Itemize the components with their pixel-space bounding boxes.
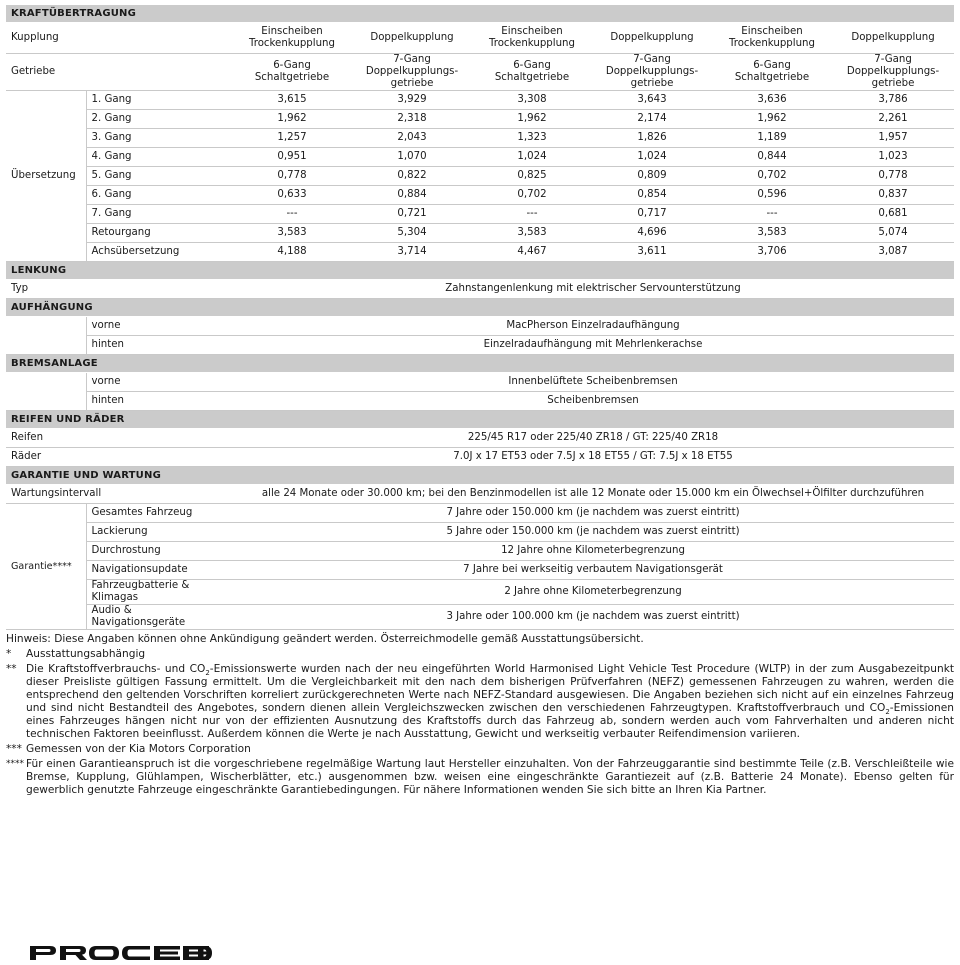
cell: 0,633 (232, 186, 352, 205)
cell: Einscheiben Trockenkupplung (232, 23, 352, 54)
row-label: Getriebe (6, 54, 232, 91)
section-aufhaengung (6, 299, 954, 317)
cell: 1,024 (472, 148, 592, 167)
row-label: Reifen (6, 429, 232, 448)
group-label-garantie: Garantie**** (6, 504, 86, 630)
row-label: Kupplung (6, 23, 232, 54)
row-aufhaengung-vorne (6, 317, 954, 336)
cell: 2,174 (592, 110, 712, 129)
row-label: Audio & Navigationsgeräte (86, 605, 232, 630)
cell: Innenbelüftete Scheibenbremsen (232, 373, 954, 392)
cell: 0,951 (232, 148, 352, 167)
cell: 3,929 (352, 91, 472, 110)
footnote-text-part: -Emissionswerte wurden nach der neu eingeführten World Harmonised Light Vehicle Test Procedure (WLTP) in der zum Ausgabezeitpunkt dieser Preisliste gültigen Fassung ermittelt. Um die Vergleichbarkeit mit den nach dem bisherigen Prüfverfahren (NEFZ) gemessenen Fahrzeugen zu wahren, werden die entsprechend den geltenden Vorschriften korreliert zurückgerechneten Werte nach NEFZ-Standard ausgewiesen. Die Angaben beziehen sich nicht auf ein einzelnes Fahrzeug und sind nicht Bestandteil des Angebotes, sondern dienen allein Vergleichszwecken zwischen den verschiedenen Fahrzeugtypen. Kraftstoffverbrauch und CO (26, 663, 954, 714)
row-gang-1 (6, 91, 954, 110)
row-garantie-gesamt (6, 504, 954, 523)
cell: Einscheiben Trockenkupplung (472, 23, 592, 54)
row-garantie-navigation (6, 561, 954, 580)
section-title: LENKUNG (6, 262, 954, 280)
group-spacer (6, 317, 86, 355)
row-garantie-durchrostung (6, 542, 954, 561)
cell: 0,681 (832, 205, 954, 224)
row-label: Räder (6, 448, 232, 467)
footnote-mark: ** (6, 663, 17, 675)
cell: 3 Jahre oder 100.000 km (je nachdem was zuerst eintritt) (232, 605, 954, 630)
cell: 5,304 (352, 224, 472, 243)
cell: 1,070 (352, 148, 472, 167)
cell: 0,825 (472, 167, 592, 186)
cell: 1,257 (232, 129, 352, 148)
row-label: Gesamtes Fahrzeug (86, 504, 232, 523)
footnote-text: Gemessen von der Kia Motors Corporation (26, 743, 251, 755)
footnote-text-part: Die Kraftstoffverbrauchs- und CO (26, 663, 206, 675)
cell: 4,696 (592, 224, 712, 243)
footnote-4 (6, 758, 954, 797)
row-garantie-audio (6, 605, 954, 630)
footnotes (6, 633, 954, 799)
cell: 2,261 (832, 110, 954, 129)
row-label: Navigationsupdate (86, 561, 232, 580)
cell: 0,778 (832, 167, 954, 186)
section-bremsanlage (6, 355, 954, 373)
cell: 3,583 (232, 224, 352, 243)
cell: 5 Jahre oder 150.000 km (je nachdem was zuerst eintritt) (232, 523, 954, 542)
cell: 7 Jahre oder 150.000 km (je nachdem was zuerst eintritt) (232, 504, 954, 523)
row-retourgang (6, 224, 954, 243)
cell: 1,323 (472, 129, 592, 148)
section-title: REIFEN UND RÄDER (6, 411, 954, 429)
section-title: BREMSANLAGE (6, 355, 954, 373)
cell: 0,809 (592, 167, 712, 186)
cell: Doppelkupplung (592, 23, 712, 54)
row-label: vorne (86, 373, 232, 392)
cell: 3,087 (832, 243, 954, 262)
cell: Einzelradaufhängung mit Mehrlenkerachse (232, 336, 954, 355)
cell: 1,189 (712, 129, 832, 148)
row-bremsen-vorne (6, 373, 954, 392)
row-wartungsintervall (6, 485, 954, 504)
row-achsuebersetzung (6, 243, 954, 262)
row-gang-3 (6, 129, 954, 148)
logo-text: PROCEED (30, 959, 35, 960)
cell: 0,702 (712, 167, 832, 186)
subscript: 2 (885, 708, 890, 717)
cell: 0,702 (472, 186, 592, 205)
section-title: KRAFTÜBERTRAGUNG (6, 5, 954, 23)
row-label: 5. Gang (86, 167, 232, 186)
cell: 4,467 (472, 243, 592, 262)
cell: 2,043 (352, 129, 472, 148)
cell: 0,854 (592, 186, 712, 205)
row-getriebe (6, 54, 954, 91)
row-label: 7. Gang (86, 205, 232, 224)
cell: 6-Gang Schaltgetriebe (232, 54, 352, 91)
row-garantie-batterie (6, 580, 954, 605)
footnote-text: Für einen Garantieanspruch ist die vorgeschriebene regelmäßige Wartung laut Hersteller einzuhalten. Von der Fahrzeuggarantie sind bestimmte Teile (z.B. Verschleißteile wie Bremse, Kupplung, Glühlampen, Wischerblätter, etc.) ausgenommen bzw. weisen eine eingeschränkte Garantiezeit auf (z.B. Batterie 24 Monate). Ebenso gelten für gewerblich genutzte Fahrzeuge eingeschränkte Garantiebedingungen. Für nähere Informationen wenden Sie sich bitte an Ihren Kia Partner. (26, 758, 954, 796)
row-gang-7 (6, 205, 954, 224)
cell: 4,188 (232, 243, 352, 262)
row-label: Retourgang (86, 224, 232, 243)
section-garantie (6, 467, 954, 485)
cell: 1,023 (832, 148, 954, 167)
cell: --- (712, 205, 832, 224)
cell: 3,583 (472, 224, 592, 243)
hinweis-text: Hinweis: Diese Angaben können ohne Ankündigung geändert werden. Österreichmodelle gemäß Ausstattungsübersicht. (6, 633, 644, 645)
row-lenkung-typ (6, 280, 954, 299)
cell: 7 Jahre bei werkseitig verbautem Navigationsgerät (232, 561, 954, 580)
spec-sheet (6, 5, 954, 630)
footnote-text: Ausstattungsabhängig (26, 648, 146, 660)
row-label: Durchrostung (86, 542, 232, 561)
cell: 1,826 (592, 129, 712, 148)
cell: 3,583 (712, 224, 832, 243)
row-label: Lackierung (86, 523, 232, 542)
footnote-text-part: -Emissionen eines Fahrzeuges hängen nicht nur von der effizienten Ausnutzung des Kraftstoffs durch das Fahrzeug ab, sondern werden auch vom Fahrverhalten und anderen nicht technischen Faktoren beeinflusst. Außerdem können die Werte je nach Ausstattung, Gewicht und werkseitig verbauter Reifendimension variieren. (26, 702, 954, 740)
cell: 225/45 R17 oder 225/40 ZR18 / GT: 225/40 ZR18 (232, 429, 954, 448)
cell: 3,714 (352, 243, 472, 262)
cell: 7-Gang Doppelkupplungs- getriebe (592, 54, 712, 91)
cell: 5,074 (832, 224, 954, 243)
cell: 3,786 (832, 91, 954, 110)
cell: 3,615 (232, 91, 352, 110)
row-bremsen-hinten (6, 392, 954, 411)
row-label: hinten (86, 336, 232, 355)
row-gang-4 (6, 148, 954, 167)
cell: 12 Jahre ohne Kilometerbegrenzung (232, 542, 954, 561)
footnote-3 (6, 743, 954, 756)
row-aufhaengung-hinten (6, 336, 954, 355)
row-label: Achsübersetzung (86, 243, 232, 262)
row-label: 3. Gang (86, 129, 232, 148)
row-label: 6. Gang (86, 186, 232, 205)
cell: Doppelkupplung (352, 23, 472, 54)
cell: 3,706 (712, 243, 832, 262)
cell: 3,308 (472, 91, 592, 110)
row-label: 2. Gang (86, 110, 232, 129)
cell: 7.0J x 17 ET53 oder 7.5J x 18 ET55 / GT: 7.5J x 18 ET55 (232, 448, 954, 467)
cell: --- (472, 205, 592, 224)
row-reifen (6, 429, 954, 448)
row-gang-2 (6, 110, 954, 129)
cell: 6-Gang Schaltgetriebe (472, 54, 592, 91)
group-label-uebersetzung: Übersetzung (6, 91, 86, 262)
cell: 7-Gang Doppelkupplungs- getriebe (832, 54, 954, 91)
cell: 1,962 (472, 110, 592, 129)
row-label: hinten (86, 392, 232, 411)
cell: 1,962 (712, 110, 832, 129)
row-label: Fahrzeugbatterie & Klimagas (86, 580, 232, 605)
cell: 6-Gang Schaltgetriebe (712, 54, 832, 91)
row-gang-5 (6, 167, 954, 186)
row-label: vorne (86, 317, 232, 336)
section-kraftuebertragung (6, 5, 954, 23)
row-label: Typ (6, 280, 232, 299)
section-lenkung (6, 262, 954, 280)
row-kupplung (6, 23, 954, 54)
group-spacer (6, 373, 86, 411)
subscript: 2 (205, 669, 210, 678)
cell: 3,636 (712, 91, 832, 110)
cell: 0,596 (712, 186, 832, 205)
cell: Doppelkupplung (832, 23, 954, 54)
cell: 0,884 (352, 186, 472, 205)
cell: MacPherson Einzelradaufhängung (232, 317, 954, 336)
cell: 0,837 (832, 186, 954, 205)
cell: 1,957 (832, 129, 954, 148)
row-label: 1. Gang (86, 91, 232, 110)
footnote-mark: * (6, 648, 12, 660)
row-gang-6 (6, 186, 954, 205)
cell: 1,024 (592, 148, 712, 167)
proceed-logo-icon (30, 946, 226, 960)
row-raeder (6, 448, 954, 467)
row-label: Wartungsintervall (6, 485, 232, 504)
cell: Zahnstangenlenkung mit elektrischer Servounterstützung (232, 280, 954, 299)
cell: --- (232, 205, 352, 224)
cell: 1,962 (232, 110, 352, 129)
footnote-mark: *** (6, 743, 22, 755)
spec-table (6, 5, 954, 630)
cell: 3,611 (592, 243, 712, 262)
section-reifen (6, 411, 954, 429)
section-title: GARANTIE UND WARTUNG (6, 467, 954, 485)
footnote-1 (6, 648, 954, 661)
cell: alle 24 Monate oder 30.000 km; bei den Benzinmodellen ist alle 12 Monate oder 15.000 km ein Ölwechsel+Ölfilter durchzuführen (232, 485, 954, 504)
cell: 3,643 (592, 91, 712, 110)
section-title: AUFHÄNGUNG (6, 299, 954, 317)
cell: 0,721 (352, 205, 472, 224)
cell: Einscheiben Trockenkupplung (712, 23, 832, 54)
cell: 0,844 (712, 148, 832, 167)
cell: 0,822 (352, 167, 472, 186)
footnote-mark: **** (6, 759, 24, 769)
row-label: 4. Gang (86, 148, 232, 167)
footnote-2 (6, 663, 954, 741)
cell: 2 Jahre ohne Kilometerbegrenzung (232, 580, 954, 605)
footnote-text (26, 663, 954, 741)
cell: 0,778 (232, 167, 352, 186)
proceed-logo (30, 945, 226, 964)
cell: 0,717 (592, 205, 712, 224)
row-garantie-lackierung (6, 523, 954, 542)
cell: Scheibenbremsen (232, 392, 954, 411)
cell: 7-Gang Doppelkupplungs- getriebe (352, 54, 472, 91)
cell: 2,318 (352, 110, 472, 129)
